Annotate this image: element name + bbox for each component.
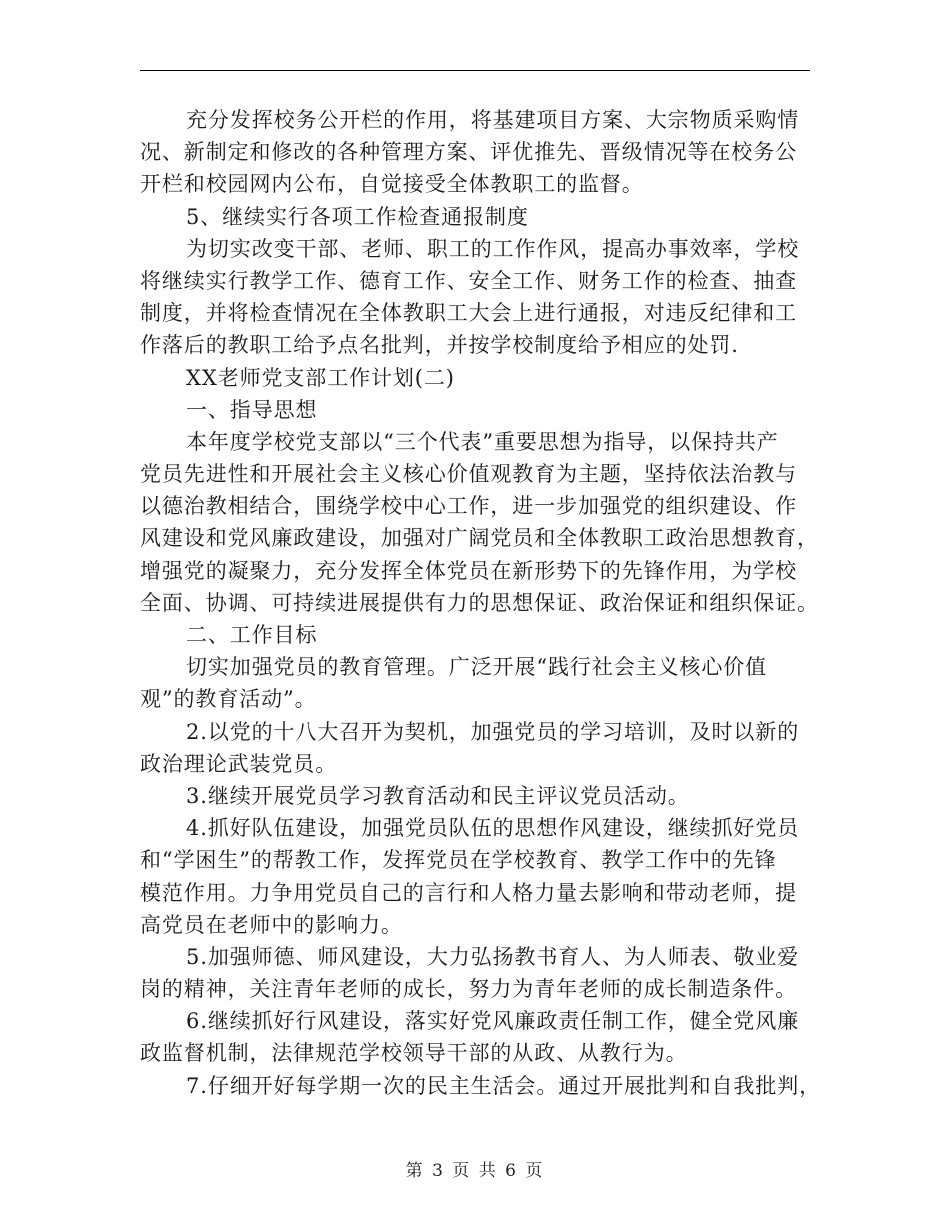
text-line: 岗的精神，关注青年老师的成长，努力为青年老师的成长制造条件。 — [140, 977, 797, 1002]
text-line: 和“学困生”的帮教工作，发挥党员在学校教育、教学工作中的先锋 — [140, 848, 777, 873]
text-line: 以德治教相结合，围绕学校中心工作，进一步加强党的组织建设、作 — [140, 494, 797, 519]
text-line: 况、新制定和修改的各种管理方案、评优推先、晋级情况等在校务公 — [140, 140, 797, 165]
text-line: 开栏和校园网内公布，自觉接受全体教职工的监督。 — [140, 172, 644, 197]
text-line: 6.继续抓好行风建设，落实好党风廉政责任制工作，健全党风廉 — [186, 1009, 800, 1034]
text-line: 一、指导思想 — [186, 397, 318, 422]
text-line: 作落后的教职工给予点名批判，并按学校制度给予相应的处罚. — [140, 333, 739, 358]
text-line: 7.仔细开好每学期一次的民主生活会。通过开展批判和自我批判， — [186, 1073, 822, 1098]
text-line: 为切实改变干部、老师、职工的工作作风，提高办事效率，学校 — [186, 236, 800, 261]
text-line: 3.继续开展党员学习教育活动和民主评议党员活动。 — [186, 783, 690, 808]
text-line: 充分发挥校务公开栏的作用，将基建项目方案、大宗物质采购情 — [186, 108, 800, 132]
text-line: 本年度学校党支部以“三个代表”重要思想为指导，以保持共产 — [186, 429, 779, 454]
text-line: 政治理论武装党员。 — [140, 751, 338, 776]
page-number: 第 3 页 共 6 页 — [405, 1161, 545, 1181]
text-line: 模范作用。力争用党员自己的言行和人格力量去影响和带动老师，提 — [140, 880, 797, 905]
text-line: 增强党的凝聚力，充分发挥全体党员在新形势下的先锋作用，为学校 — [140, 558, 797, 583]
text-line: 观”的教育活动”。 — [140, 687, 317, 712]
text-line: XX老师党支部工作计划(二) — [186, 365, 455, 390]
text-line: 制度，并将检查情况在全体教职工大会上进行通报，对违反纪律和工 — [140, 301, 797, 326]
text-line: 全面、协调、可持续进展提供有力的思想保证、政治保证和组织保证。 — [140, 590, 819, 615]
document-body — [140, 104, 822, 1102]
header-rule — [140, 70, 810, 71]
text-line: 高党员在老师中的影响力。 — [140, 912, 403, 937]
text-line: 2.以党的十八大召开为契机，加强党员的学习培训，及时以新的 — [186, 719, 800, 744]
text-line: 4.抓好队伍建设，加强党员队伍的思想作风建设，继续抓好党员 — [186, 816, 800, 841]
text-line: 风建设和党风廉政建设，加强对广阔党员和全体教职工政治思想教育， — [140, 526, 819, 551]
text-line: 将继续实行教学工作、德育工作、安全工作、财务工作的检查、抽查 — [140, 268, 797, 293]
text-line: 切实加强党员的教育管理。广泛开展“践行社会主义核心价值 — [186, 655, 768, 680]
text-line: 政监督机制，法律规范学校领导干部的从政、从教行为。 — [140, 1041, 688, 1066]
text-line: 二、工作目标 — [186, 623, 318, 647]
text-line: 5.加强师德、师风建设，大力弘扬教书育人、为人师表、敬业爱 — [186, 944, 800, 969]
text-line: 5、继续实行各项工作检查通报制度 — [186, 204, 529, 229]
text-line: 党员先进性和开展社会主义核心价值观教育为主题，坚持依法治教与 — [140, 462, 797, 487]
